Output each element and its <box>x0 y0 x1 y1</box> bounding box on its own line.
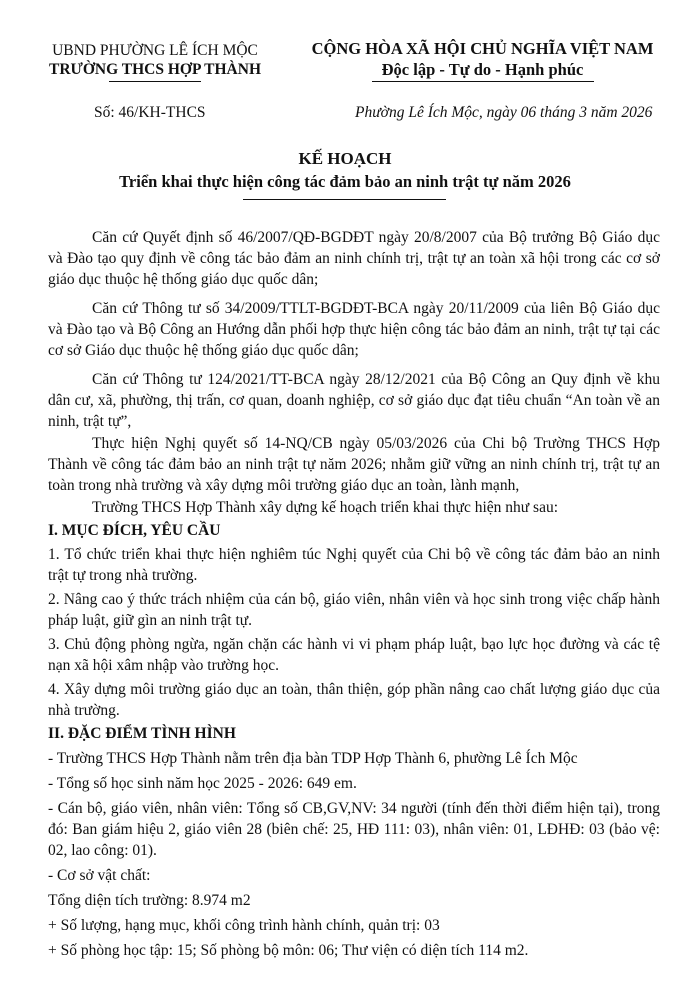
section-heading: I. MỤC ĐÍCH, YÊU CẦU <box>48 522 221 539</box>
document-subtitle: Triển khai thực hiện công tác đảm bảo an ninh trật tự năm 2026 <box>119 172 571 191</box>
subtitle-underline <box>243 199 446 200</box>
list-item: - Cán bộ, giáo viên, nhân viên: Tổng số CB,GV,NV: 34 người (tính đến thời điểm hiện tại), trong đó: Ban giám hiệu 2, giáo viên 28 (biên chế: 25, HĐ 111: 03), nhân viên: 01, LĐHĐ: 03 (bảo vệ: 02, lao công: 01). <box>48 800 660 859</box>
motto-underline <box>372 81 594 82</box>
preamble-paragraph: Căn cứ Thông tư 124/2021/TT-BCA ngày 28/12/2021 của Bộ Công an Quy định về khu dân cư, xã, phường, thị trấn, cơ quan, doanh nghiệp, cơ sở giáo dục đạt tiêu chuẩn “An toàn về an ninh, trật tự”, <box>48 371 660 430</box>
authority-underline <box>109 81 201 82</box>
list-item: + Số phòng học tập: 15; Số phòng bộ môn: 06; Thư viện có diện tích 114 m2. <box>48 942 529 959</box>
section-heading: II. ĐẶC ĐIỂM TÌNH HÌNH <box>48 725 236 742</box>
preamble-paragraph: Căn cứ Thông tư số 34/2009/TTLT-BGDĐT-BCA ngày 20/11/2009 của liên Bộ Giáo dục và Đào tạo và Bộ Công an Hướng dẫn phối hợp thực hiện công tác bảo đảm an ninh, trật tự tại các cơ sở Giáo dục thuộc hệ thống giáo dục quốc dân; <box>48 300 660 359</box>
list-item: - Cơ sở vật chất: <box>48 867 151 884</box>
national-title: CỘNG HÒA XÃ HỘI CHỦ NGHĨA VIỆT NAM <box>311 39 654 58</box>
list-item: 2. Nâng cao ý thức trách nhiệm của cán bộ, giáo viên, nhân viên và học sinh trong việc chấp hành pháp luật, giữ gìn an ninh trật tự. <box>48 591 660 629</box>
list-item: - Trường THCS Hợp Thành nằm trên địa bàn TDP Hợp Thành 6, phường Lê Ích Mộc <box>48 750 578 767</box>
list-item: + Số lượng, hạng mục, khối công trình hành chính, quản trị: 03 <box>48 917 440 934</box>
national-header-block <box>285 39 680 82</box>
school-name: TRƯỜNG THCS HỢP THÀNH <box>48 61 261 78</box>
document-title: KẾ HOẠCH <box>298 149 392 168</box>
national-motto: Độc lập - Tự do - Hạnh phúc <box>381 60 584 79</box>
preamble-paragraph: Trường THCS Hợp Thành xây dựng kế hoạch triển khai thực hiện như sau: <box>92 499 559 516</box>
list-item: 3. Chủ động phòng ngừa, ngăn chặn các hành vi vi phạm pháp luật, bạo lực học đường và các tệ nạn xã hội xâm nhập vào trường học. <box>48 636 660 674</box>
preamble-paragraph: Thực hiện Nghị quyết số 14-NQ/CB ngày 05/03/2026 của Chi bộ Trường THCS Hợp Thành về công tác đảm bảo an ninh trật tự năm 2026; nhằm giữ vững an ninh chính trị, trật tự an toàn trong nhà trường và xây dựng môi trường giáo dục an toàn, lành mạnh, <box>48 435 660 494</box>
list-item: - Tổng số học sinh năm học 2025 - 2026: 649 em. <box>48 775 357 792</box>
preamble-paragraph: Căn cứ Quyết định số 46/2007/QĐ-BGDĐT ngày 20/8/2007 của Bộ trưởng Bộ Giáo dục và Đào tạo quy định về công tác bảo đảm an ninh chính trị, trật tự an toàn xã hội trong các cơ sở giáo dục thuộc hệ thống giáo dục quốc dân; <box>48 229 660 288</box>
authority-name: UBND PHƯỜNG LÊ ÍCH MỘC <box>52 42 258 59</box>
document-body <box>48 227 660 961</box>
list-item: 1. Tổ chức triển khai thực hiện nghiêm túc Nghị quyết của Chi bộ về công tác đảm bảo an ninh trật tự trong nhà trường. <box>48 546 660 584</box>
issuing-authority-block <box>20 41 290 82</box>
list-item: 4. Xây dựng môi trường giáo dục an toàn, thân thiện, góp phần nâng cao chất lượng giáo dục của nhà trường. <box>48 681 660 719</box>
place-and-date: Phường Lê Ích Mộc, ngày 06 tháng 3 năm 2026 <box>355 104 653 121</box>
document-number: Số: 46/KH-THCS <box>94 104 206 121</box>
list-item: Tổng diện tích trường: 8.974 m2 <box>48 892 251 909</box>
